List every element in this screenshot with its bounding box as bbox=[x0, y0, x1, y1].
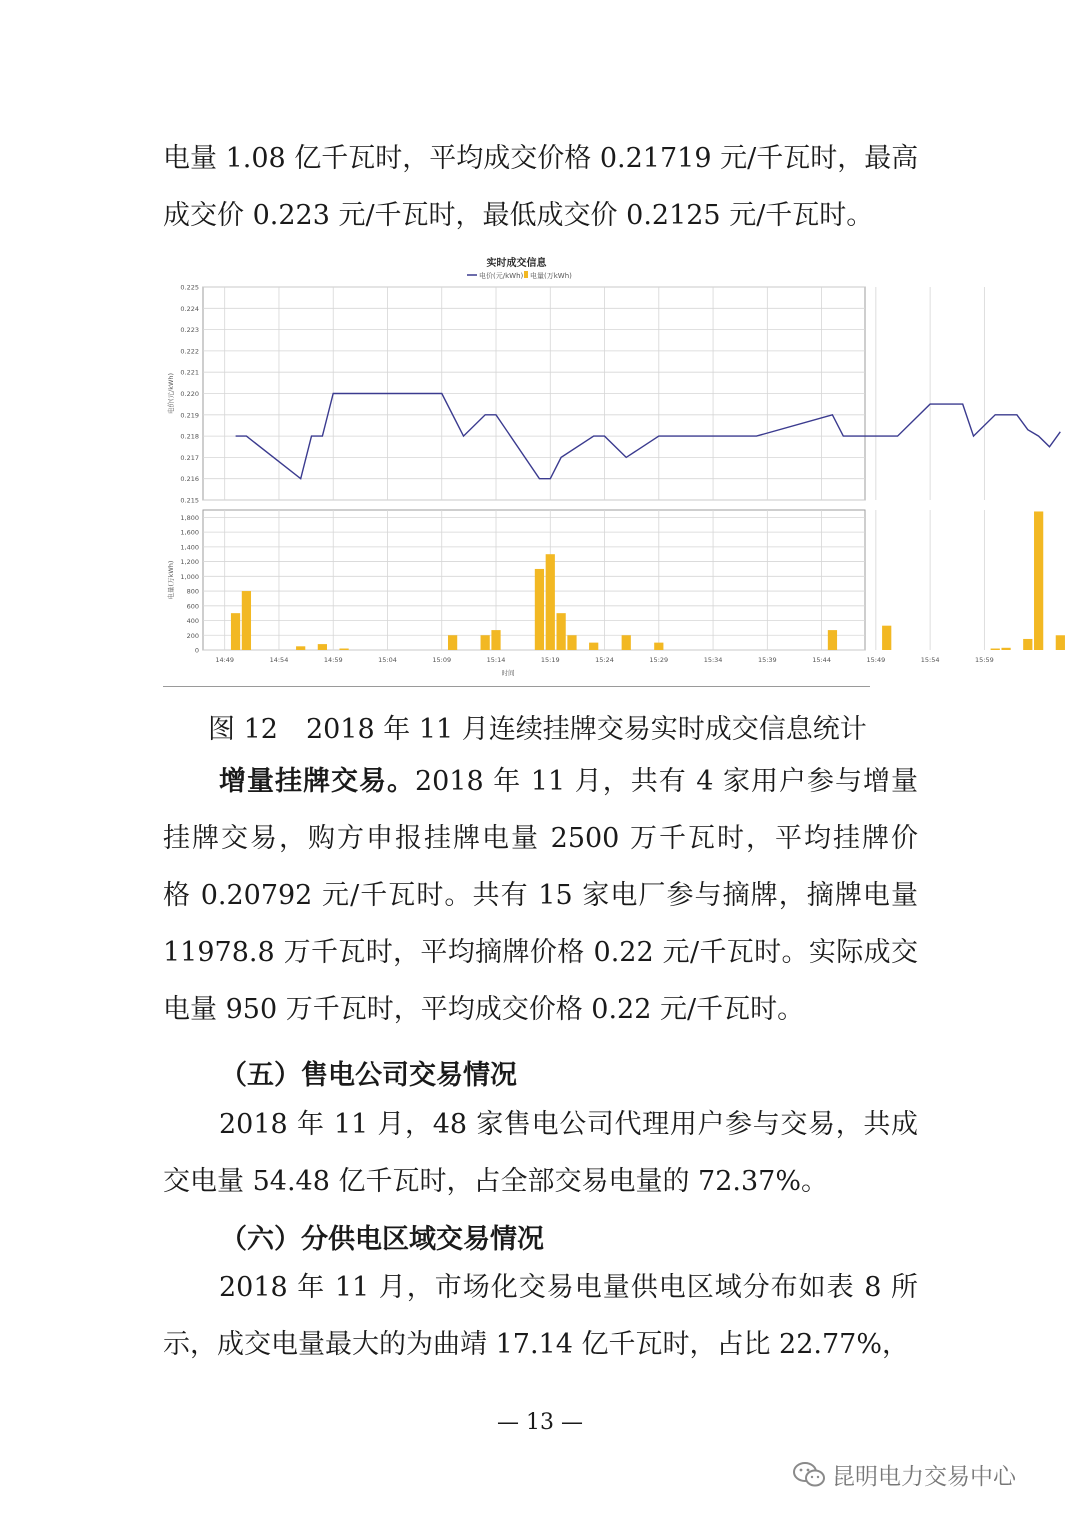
volume-y-axis-label: 电量(万kWh) bbox=[167, 560, 175, 600]
text-line: 挂牌交易，购方申报挂牌电量 2500 万千瓦时，平均挂牌价 bbox=[163, 823, 918, 854]
price-y-tick-label: 0.222 bbox=[180, 347, 199, 356]
text-line: 格 0.20792 元/千瓦时。共有 15 家电厂参与摘牌，摘牌电量 bbox=[163, 880, 918, 911]
price-y-tick-label: 0.218 bbox=[180, 432, 199, 441]
x-tick-label: 15:39 bbox=[757, 656, 777, 664]
x-tick-label: 15:04 bbox=[378, 656, 397, 664]
volume-bar bbox=[339, 649, 348, 650]
chart-title: 实时成交信息 bbox=[486, 258, 547, 269]
x-tick-label: 15:54 bbox=[920, 656, 940, 664]
text-line bbox=[163, 753, 918, 810]
x-tick-label: 15:24 bbox=[595, 656, 614, 664]
volume-y-tick-label: 1,800 bbox=[180, 513, 199, 522]
volume-y-tick-label: 0 bbox=[194, 646, 199, 655]
page-number: — 13 — bbox=[497, 1410, 583, 1435]
text-run: 2018 年 11 月，共有 4 家用户参与增量 bbox=[414, 766, 918, 797]
price-y-tick-label: 0.216 bbox=[180, 475, 199, 484]
volume-bar bbox=[535, 569, 544, 650]
bold-lead: 增量挂牌交易。 bbox=[219, 766, 415, 797]
text-line: 成交价 0.223 元/千瓦时，最低成交价 0.2125 元/千瓦时。 bbox=[163, 200, 874, 231]
x-tick-label: 15:34 bbox=[703, 656, 723, 664]
volume-y-tick-label: 600 bbox=[186, 602, 199, 611]
x-tick-label: 15:44 bbox=[812, 656, 831, 664]
price-y-tick-label: 0.217 bbox=[180, 453, 199, 462]
volume-bar bbox=[567, 635, 576, 650]
paragraph-top bbox=[163, 130, 918, 244]
volume-bar bbox=[622, 635, 631, 650]
price-y-tick-label: 0.220 bbox=[180, 390, 199, 398]
x-tick-label: 15:59 bbox=[975, 656, 994, 664]
section-heading-6: （六）分供电区域交易情况 bbox=[220, 1224, 544, 1255]
x-tick-label: 15:14 bbox=[486, 656, 506, 664]
chart-svg bbox=[163, 250, 994, 690]
paragraph-increment bbox=[163, 753, 918, 1038]
section-heading-5: （五）售电公司交易情况 bbox=[220, 1060, 517, 1091]
volume-bar bbox=[546, 554, 555, 650]
legend-bar-swatch bbox=[524, 271, 528, 278]
volume-bar bbox=[882, 626, 891, 650]
text-line: 电量 950 万千瓦时，平均成交价格 0.22 元/千瓦时。 bbox=[163, 994, 805, 1025]
text-line: 2018 年 11 月，48 家售电公司代理用户参与交易，共成 bbox=[219, 1109, 918, 1140]
text-line: 电量 1.08 亿千瓦时，平均成交价格 0.21719 元/千瓦时，最高 bbox=[163, 143, 919, 174]
text-line: 示，成交电量最大的为曲靖 17.14 亿千瓦时，占比 22.77%， bbox=[163, 1329, 909, 1360]
volume-bar bbox=[589, 643, 598, 650]
figure-caption bbox=[208, 707, 867, 746]
volume-bar bbox=[231, 613, 240, 650]
x-axis-label: 时间 bbox=[501, 669, 515, 677]
volume-bar bbox=[242, 591, 251, 650]
volume-bar bbox=[481, 635, 490, 650]
paragraph-5 bbox=[163, 1096, 918, 1210]
x-tick-label: 14:49 bbox=[215, 656, 235, 664]
text-line: 11978.8 万千瓦时，平均摘牌价格 0.22 元/千瓦时。实际成交 bbox=[163, 937, 918, 968]
volume-bar bbox=[318, 644, 327, 650]
volume-y-tick-label: 1,200 bbox=[180, 558, 199, 567]
volume-bar bbox=[491, 630, 500, 650]
volume-y-tick-label: 800 bbox=[186, 587, 199, 596]
price-y-tick-label: 0.224 bbox=[180, 304, 199, 313]
watermark bbox=[792, 1458, 1016, 1491]
volume-y-tick-label: 1,600 bbox=[180, 528, 199, 537]
paragraph-6 bbox=[163, 1259, 918, 1373]
volume-y-tick-label: 200 bbox=[186, 631, 199, 640]
x-tick-label: 14:54 bbox=[269, 656, 289, 664]
text-line: 交电量 54.48 亿千瓦时，占全部交易电量的 72.37%。 bbox=[163, 1166, 828, 1197]
x-tick-label: 15:09 bbox=[432, 656, 452, 664]
price-y-tick-label: 0.225 bbox=[180, 283, 199, 292]
volume-y-tick-label: 400 bbox=[186, 617, 199, 626]
text-line: 2018 年 11 月，市场化交易电量供电区域分布如表 8 所 bbox=[219, 1272, 918, 1303]
wechat-icon bbox=[792, 1461, 826, 1489]
volume-bar bbox=[1001, 648, 1010, 650]
x-tick-label: 15:29 bbox=[649, 656, 669, 664]
price-y-tick-label: 0.221 bbox=[180, 368, 199, 377]
volume-bar bbox=[557, 613, 566, 650]
x-tick-label: 14:59 bbox=[323, 656, 343, 664]
volume-bar bbox=[828, 630, 837, 650]
figure-title: 2018 年 11 月连续挂牌交易实时成交信息统计 bbox=[305, 714, 867, 745]
volume-bar bbox=[1056, 635, 1065, 650]
figure-label: 图 12 bbox=[208, 714, 278, 745]
realtime-trade-chart bbox=[163, 250, 994, 690]
chart-divider bbox=[163, 686, 870, 687]
volume-y-tick-label: 1,400 bbox=[180, 543, 199, 552]
volume-bar bbox=[448, 635, 457, 650]
volume-bar bbox=[991, 649, 1000, 650]
volume-y-tick-label: 1,000 bbox=[180, 572, 199, 581]
price-y-tick-label: 0.215 bbox=[180, 496, 199, 505]
volume-bar bbox=[1034, 511, 1043, 650]
volume-bar bbox=[1023, 639, 1032, 650]
legend-price-label: 电价(元/kWh) bbox=[479, 272, 524, 280]
price-y-axis-label: 电价(元/kWh) bbox=[167, 372, 175, 415]
watermark-text: 昆明电力交易中心 bbox=[832, 1464, 1016, 1490]
x-tick-label: 15:19 bbox=[540, 656, 560, 664]
volume-bar bbox=[654, 643, 663, 650]
price-y-tick-label: 0.219 bbox=[180, 411, 199, 420]
legend-volume-label: 电量(万kWh) bbox=[530, 272, 572, 280]
volume-bar bbox=[296, 646, 305, 650]
x-tick-label: 15:49 bbox=[866, 656, 886, 664]
volume-panel-frame bbox=[203, 510, 865, 650]
price-y-tick-label: 0.223 bbox=[180, 326, 199, 335]
